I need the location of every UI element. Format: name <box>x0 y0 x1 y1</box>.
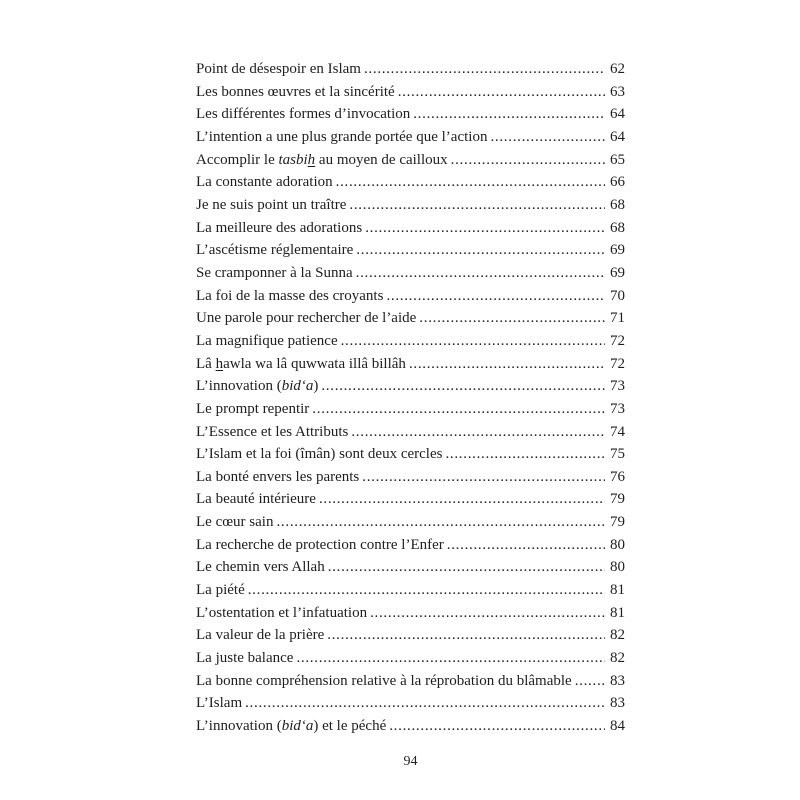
toc-entry <box>196 443 625 466</box>
toc-entry-page: 82 <box>610 650 625 667</box>
toc-entry-title: Le prompt repentir <box>196 400 310 417</box>
dot-leader <box>575 670 605 693</box>
toc-entry-title: L’Islam <box>196 695 243 712</box>
toc-entry <box>196 488 625 511</box>
toc-entry-title: Point de désespoir en Islam <box>196 61 361 77</box>
toc-entry-page: 66 <box>610 174 625 191</box>
toc-entry-title: Les bonnes œuvres et la sincérité <box>196 83 395 100</box>
dot-leader <box>370 602 605 625</box>
toc-entry-page: 76 <box>610 468 625 485</box>
toc-entry-title: Le cœur sain <box>196 514 274 531</box>
toc-entry-title: Une parole pour rechercher de l’aide <box>196 310 417 327</box>
toc-entry-page: 81 <box>610 604 625 621</box>
dot-leader <box>386 285 605 308</box>
toc-entry <box>196 715 625 738</box>
dot-leader <box>319 488 605 511</box>
dot-leader <box>447 534 605 557</box>
toc-entry <box>196 466 625 489</box>
toc-entry <box>196 398 625 421</box>
toc-entry-title: L’Essence et les Attributs <box>196 423 349 440</box>
toc-entry <box>196 421 625 444</box>
toc-entry-page: 68 <box>610 196 625 213</box>
dot-leader <box>341 330 605 353</box>
toc-entry-page: 82 <box>610 627 625 644</box>
dot-leader <box>409 353 605 376</box>
toc-entry <box>196 556 625 579</box>
toc-entry <box>196 511 625 534</box>
toc-entry-title: La bonne compréhension relative à la réprobation du blâmable <box>196 672 572 689</box>
toc-entry <box>196 149 625 172</box>
toc-entry-title: La valeur de la prière <box>196 627 325 644</box>
dot-leader <box>327 624 605 647</box>
dot-leader <box>349 194 605 217</box>
toc-entry-title: Le chemin vers Allah <box>196 559 325 576</box>
toc-entry-page: 64 <box>610 128 625 145</box>
toc-entry-title: L’intention a une plus grande portée que l’action <box>196 128 488 145</box>
toc-entry-title: L’Islam et la foi (îmân) sont deux cercles <box>196 446 443 463</box>
toc-entry <box>196 103 625 126</box>
dot-leader <box>445 443 605 466</box>
toc-entry <box>196 217 625 240</box>
page-footer <box>196 754 625 770</box>
toc-entry <box>196 194 625 217</box>
toc-entry-page: 65 <box>610 151 625 168</box>
toc-entry <box>196 330 625 353</box>
dot-leader <box>356 262 605 285</box>
toc-entry-page: 79 <box>610 514 625 531</box>
toc-entry <box>196 285 625 308</box>
table-of-contents <box>196 58 625 738</box>
toc-entry-title: L’ascétisme réglementaire <box>196 242 354 259</box>
dot-leader <box>245 692 605 715</box>
toc-entry-page: 83 <box>610 695 625 712</box>
toc-entry <box>196 239 625 262</box>
toc-entry <box>196 692 625 715</box>
toc-entry <box>196 602 625 625</box>
toc-entry-page: 73 <box>610 400 625 417</box>
dot-leader <box>328 556 605 579</box>
toc-entry <box>196 262 625 285</box>
toc-entry-page: 80 <box>610 536 625 553</box>
toc-entry-page: 79 <box>610 491 625 508</box>
toc-entry-page: 75 <box>610 446 625 463</box>
dot-leader <box>365 217 605 240</box>
toc-entry-page: 72 <box>610 355 625 372</box>
toc-entry <box>196 307 625 330</box>
toc-entry-page: 64 <box>610 106 625 123</box>
toc-entry-page: 81 <box>610 582 625 599</box>
toc-entry-title: Les différentes formes d’invocation <box>196 106 411 123</box>
dot-leader <box>490 126 605 149</box>
toc-entry <box>196 647 625 670</box>
toc-entry-page: 68 <box>610 219 625 236</box>
toc-entry <box>196 171 625 194</box>
toc-entry-title: La beauté intérieure <box>196 491 316 508</box>
dot-leader <box>296 647 605 670</box>
toc-entry-title: La juste balance <box>196 650 294 667</box>
dot-leader <box>321 375 605 398</box>
toc-entry-title: La magnifique patience <box>196 332 338 349</box>
toc-entry-page: 73 <box>610 378 625 395</box>
toc-entry-page: 84 <box>610 718 625 735</box>
toc-entry-title: La bonté envers les parents <box>196 468 360 485</box>
toc-entry-title: Je ne suis point un traître <box>196 196 347 213</box>
toc-entry-page: 63 <box>610 83 625 100</box>
toc-entry-title: La meilleure des adorations <box>196 219 363 236</box>
toc-entry <box>196 579 625 602</box>
toc-entry-title: La piété <box>196 582 245 599</box>
toc-entry <box>196 58 625 81</box>
toc-entry <box>196 670 625 693</box>
toc-entry <box>196 534 625 557</box>
dot-leader <box>364 58 605 81</box>
toc-entry <box>196 353 625 376</box>
toc-entry-page: 80 <box>610 559 625 576</box>
dot-leader <box>389 715 605 738</box>
dot-leader <box>419 307 605 330</box>
toc-entry-title: Lâ hawla wa lâ quwwata illâ billâh <box>196 355 406 372</box>
toc-entry-title: La constante adoration <box>196 174 333 191</box>
toc-entry-page: 70 <box>610 287 625 304</box>
toc-entry-page: 74 <box>610 423 625 440</box>
dot-leader <box>398 81 605 104</box>
toc-entry-page: 83 <box>610 672 625 689</box>
dot-leader <box>413 103 605 126</box>
toc-entry-title: Accomplir le tasbih au moyen de cailloux <box>196 151 448 168</box>
toc-entry-title: La recherche de protection contre l’Enfer <box>196 536 444 553</box>
dot-leader <box>451 149 605 172</box>
toc-entry-title: La foi de la masse des croyants <box>196 287 384 304</box>
toc-entry-title: L’ostentation et l’infatuation <box>196 604 368 621</box>
toc-entry <box>196 624 625 647</box>
toc-entry-page: 69 <box>610 264 625 281</box>
toc-entry-page: 72 <box>610 332 625 349</box>
toc-entry-page: 62 <box>610 61 625 77</box>
toc-entry <box>196 126 625 149</box>
toc-entry <box>196 375 625 398</box>
page-number: 94 <box>403 754 418 769</box>
dot-leader <box>336 171 605 194</box>
toc-entry-title: Se cramponner à la Sunna <box>196 264 353 281</box>
dot-leader <box>356 239 605 262</box>
dot-leader <box>312 398 605 421</box>
dot-leader <box>362 466 605 489</box>
dot-leader <box>276 511 605 534</box>
dot-leader <box>351 421 605 444</box>
toc-entry <box>196 81 625 104</box>
dot-leader <box>248 579 605 602</box>
toc-entry-page: 71 <box>610 310 625 327</box>
toc-entry-title: L’innovation (bid‘a) et le péché <box>196 718 387 735</box>
toc-entry-page: 69 <box>610 242 625 259</box>
toc-entry-title: L’innovation (bid‘a) <box>196 378 319 395</box>
